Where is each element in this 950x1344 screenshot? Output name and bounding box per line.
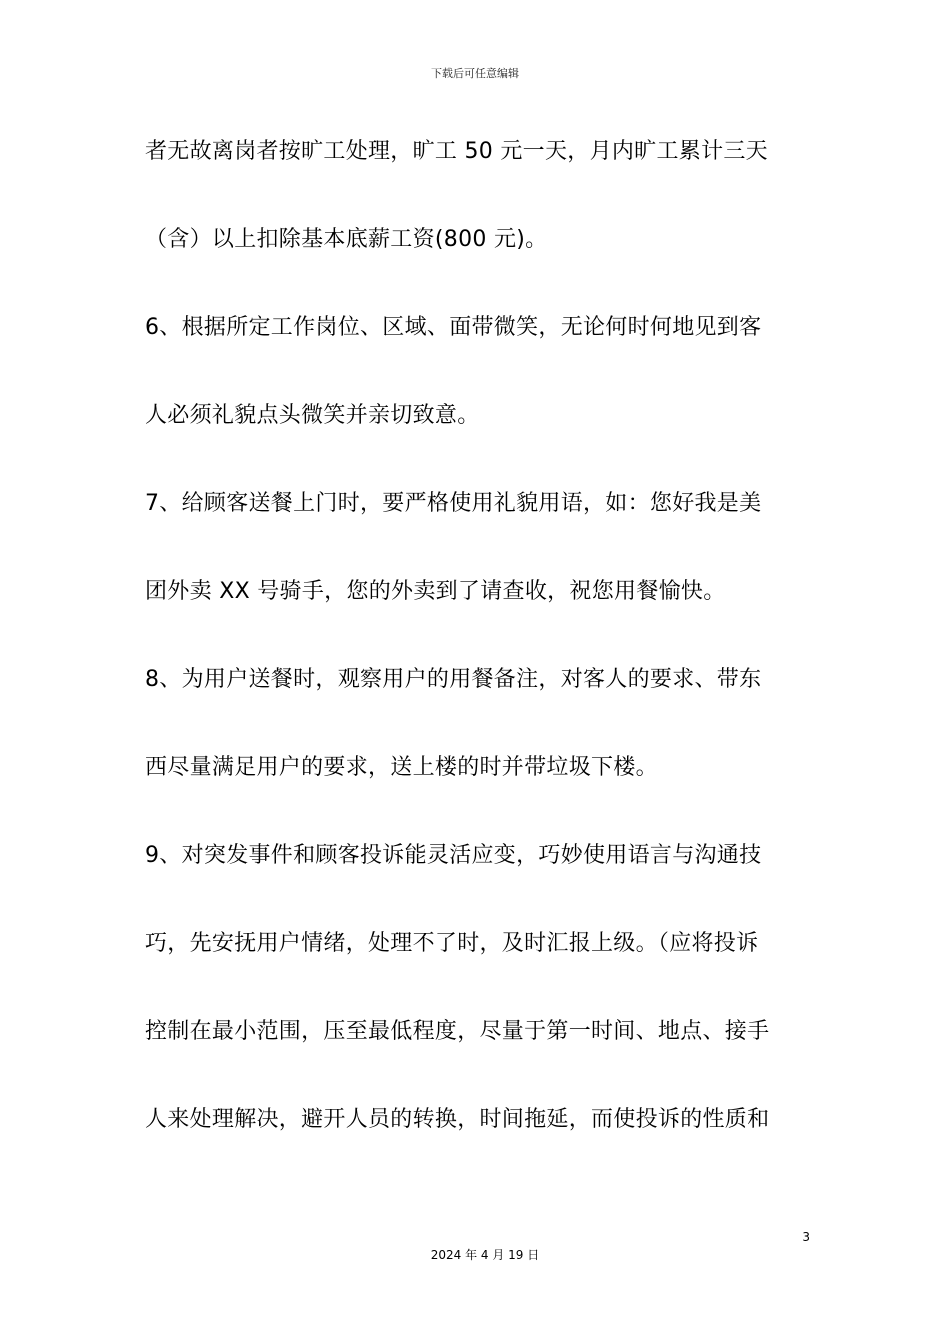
text-line: 8、为用户送餐时，观察用户的用餐备注，对客人的要求、带东 — [145, 667, 762, 692]
text-line: 人必须礼貌点头微笑并亲切致意。 — [145, 403, 480, 428]
text-line: 人来处理解决，避开人员的转换，时间拖延，而使投诉的性质和 — [145, 1107, 770, 1132]
body-text — [145, 130, 810, 1186]
text-line: 团外卖 XX 号骑手，您的外卖到了请查收，祝您用餐愉快。 — [145, 579, 726, 604]
text-line: 9、对突发事件和顾客投诉能灵活应变，巧妙使用语言与沟通技 — [145, 843, 762, 868]
text-line: 7、给顾客送餐上门时，要严格使用礼貌用语，如：您好我是美 — [145, 491, 762, 516]
text-line: （含）以上扣除基本底薪工资(800 元)。 — [145, 227, 548, 252]
text-line: 6、根据所定工作岗位、区域、面带微笑，无论何时何地见到客 — [145, 315, 762, 340]
text-line: 巧，先安抚用户情绪，处理不了时，及时汇报上级。（应将投诉 — [145, 931, 759, 956]
text-line: 控制在最小范围，压至最低程度，尽量于第一时间、地点、接手 — [145, 1019, 770, 1044]
text-line: 西尽量满足用户的要求，送上楼的时并带垃圾下楼。 — [145, 755, 658, 780]
page-header: 下载后可任意编辑 — [431, 67, 519, 80]
text-line: 者无故离岗者按旷工处理，旷工 50 元一天，月内旷工累计三天 — [145, 139, 768, 164]
page-number: 3 — [802, 1230, 810, 1244]
footer-date: 2024 年 4 月 19 日 — [430, 1248, 540, 1262]
